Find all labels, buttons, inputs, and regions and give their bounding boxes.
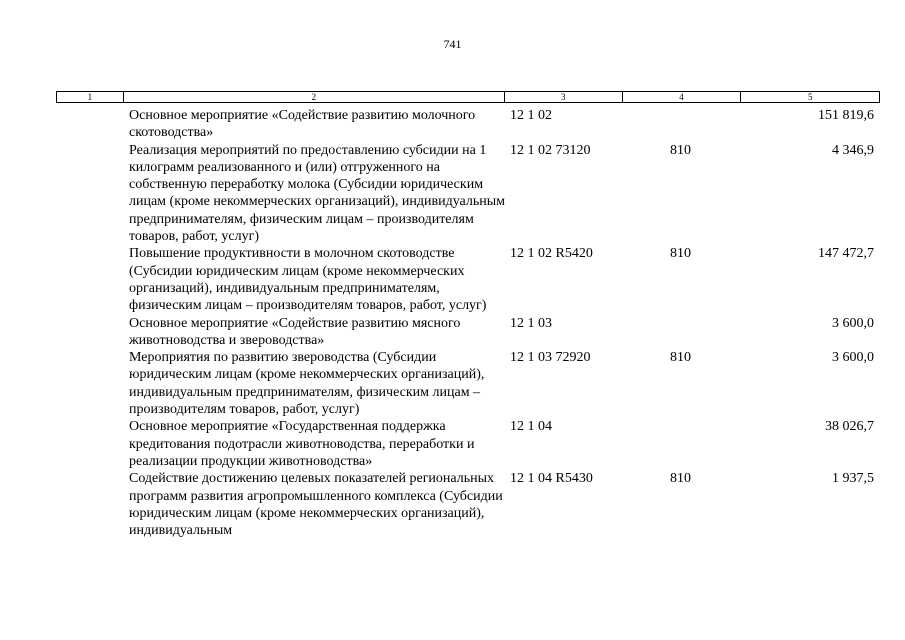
row-amount: 151 819,6	[818, 108, 874, 123]
table-row	[56, 418, 880, 470]
row-type	[670, 418, 752, 470]
row-amount: 38 026,7	[825, 419, 874, 435]
row-code: 12 1 02	[510, 108, 552, 123]
row-type: 810	[670, 471, 691, 487]
row-name: Основное мероприятие «Содействие развитию мясного животноводства и звероводства»	[129, 315, 461, 348]
row-amount: 3 600,0	[832, 350, 874, 366]
row-name: Реализация мероприятий по предоставлению субсидии на 1 килограмм реализованного и (или) отгруженного на собственную переработку молока (Субсидии юридическим лицам (кроме некоммерческих организаций), индивидуальным предпринимателям, физическим лицам – производителям товаров, работ, услуг)	[129, 142, 505, 245]
table-header	[56, 91, 880, 103]
row-type	[670, 107, 752, 142]
row-amount: 3 600,0	[832, 315, 874, 331]
page-number: 741	[443, 37, 462, 51]
table-row	[56, 107, 880, 142]
table-row	[56, 470, 880, 539]
table-row	[56, 142, 880, 246]
row-type: 810	[670, 246, 691, 262]
row-name: Основное мероприятие «Содействие развитию молочного скотоводства»	[129, 108, 476, 141]
row-name: Содействие достижению целевых показателей региональных программ развития агропромышленного комплекса (Субсидии юридическим лицам (кроме некоммерческих организаций), индивидуальным	[129, 471, 503, 539]
row-code: 12 1 04	[510, 419, 552, 435]
row-type: 810	[670, 350, 691, 366]
row-name: Повышение продуктивности в молочном скотоводстве (Субсидии юридическим лицам (кроме некоммерческих организаций), индивидуальным предпринимателям, физическим лицам – производителям товаров, работ, услуг)	[129, 246, 487, 314]
header-col-2: 2	[124, 92, 505, 102]
row-name: Основное мероприятие «Государственная поддержка кредитования подотрасли животноводства, переработки и реализации продукции животноводства»	[129, 419, 475, 469]
header-col-4: 4	[623, 92, 742, 102]
header-col-1: 1	[57, 92, 124, 102]
row-code: 12 1 03	[510, 315, 552, 331]
header-col-5: 5	[807, 92, 813, 102]
table-row	[56, 245, 880, 314]
row-type	[670, 315, 752, 350]
row-code: 12 1 02 73120	[510, 142, 591, 158]
row-amount: 1 937,5	[832, 471, 874, 487]
table-body	[56, 107, 880, 539]
header-col-3: 3	[505, 92, 623, 102]
table-row	[56, 349, 880, 418]
row-amount: 147 472,7	[818, 246, 874, 262]
row-code: 12 1 04 R5430	[510, 471, 593, 487]
table-row	[56, 315, 880, 350]
row-amount: 4 346,9	[832, 142, 874, 158]
row-type: 810	[670, 142, 691, 158]
row-code: 12 1 03 72920	[510, 350, 591, 366]
row-name: Мероприятия по развитию звероводства (Субсидии юридическим лицам (кроме некоммерческих организаций), индивидуальным предпринимателям, физическим лицам – производителям товаров, работ, услуг)	[129, 350, 485, 418]
row-code: 12 1 02 R5420	[510, 246, 593, 262]
